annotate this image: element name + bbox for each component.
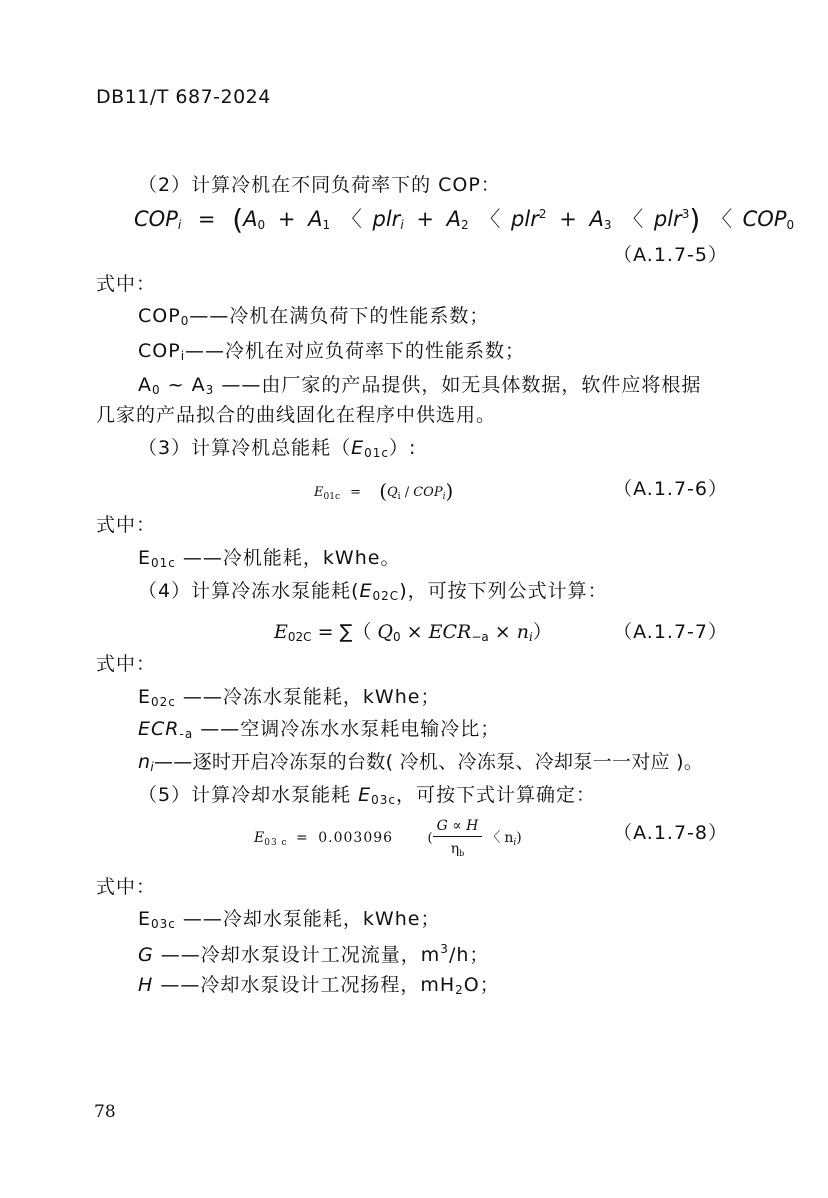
section-5-title: （5）计算冷却水泵能耗 $E_{03c}$，可按下式计算确定： [138, 784, 597, 807]
definition-ni: $n_i——$逐时开启冷冻泵的台数( 冷机、冷冻泵、冷却泵一一对应 )。 [138, 751, 704, 774]
definition-e03c: $E_{03c}$ ——冷却水泵能耗，kWhe； [138, 908, 441, 931]
equation-a-1-7-5: $COP_i = (A_0 + A_1$ 〈 $plr_i + A_2$ 〈 $plr^2 + A_3$ 〈 plr$^3$) 〈 $COP_0$ [134, 203, 795, 236]
section-2-title: （2）计算冷机在不同负荷率下的 COP： [138, 174, 501, 196]
equation-a-1-7-8: $E_{03 c} = 0.003096$ ( $\frac{G \propto H}{\eta_b}$ 〈 $n_i$) [254, 818, 522, 858]
definition-a0-a3: $A_0$ ~ $A_3$ ——由厂家的产品提供，如无具体数据，软件应将根据 [138, 374, 702, 397]
definition-g: G ——冷却水泵设计工况流量，$m^3/h$； [138, 942, 490, 966]
definition-ecr: $ECR_{-a}$ ——空调冷冻水水泵耗电输冷比； [138, 718, 501, 741]
equation-number-a-1-7-7: （A.1.7-7） [613, 621, 728, 643]
equation-number-a-1-7-5: （A.1.7-5） [613, 244, 728, 266]
definition-h: H ——冷却水泵设计工况扬程，$mH_2O$； [138, 974, 500, 997]
equation-a-1-7-6: $E_{01c} = (Q_i / COP_i)$ [314, 479, 454, 503]
section-4-title: （4）计算冷冻水泵能耗$(E_{02C})$，可按下列公式计算： [138, 580, 608, 603]
where-label: 式中： [96, 273, 157, 295]
equation-a-1-7-7: $E_{02C}$ = ∑（ $Q_0 \times ECR_{-a} \times n_i$） [274, 621, 552, 644]
standard-code: DB11/T 687-2024 [96, 86, 271, 108]
page-number: 78 [94, 1102, 116, 1122]
equation-number-a-1-7-6: （A.1.7-6） [613, 478, 728, 500]
definition-a0-a3-continued: 几家的产品拟合的曲线固化在程序中供选用。 [96, 404, 497, 426]
equation-number-a-1-7-8: （A.1.7-8） [613, 822, 728, 844]
where-label: 式中： [96, 876, 157, 898]
section-3-title: （3）计算冷机总能耗$(E_{01c})$: [138, 437, 417, 460]
definition-e01c: $E_{01c}$ ——冷机能耗，kWhe。 [138, 547, 401, 570]
definition-copi: $COP_i——$冷机在对应负荷率下的性能系数； [138, 340, 526, 363]
where-label: 式中： [96, 653, 157, 675]
where-label: 式中： [96, 514, 157, 536]
definition-cop0: $COP_0——$冷机在满负荷下的性能系数； [138, 305, 490, 328]
definition-e02c: $E_{02c}$ ——冷冻水泵能耗，kWhe； [138, 686, 441, 709]
